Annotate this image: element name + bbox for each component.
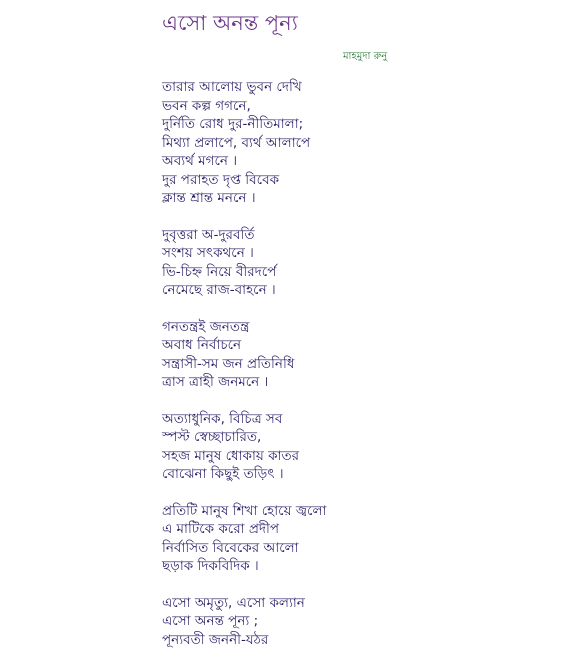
poem-body [162,78,562,667]
poem-line: অবাধ নির্বাচনে [162,337,242,353]
poem-line: দুবৃত্তরা অ-দুরবর্তি [162,226,255,243]
poem-line: এ মাটিকে করো প্রদীপ [162,521,280,537]
poem-line: পূন্যবতী জননী-যঠর [162,631,269,648]
poem-line: এসো অনন্ত পূন্য ; [162,613,259,629]
poem-title: এসো অনন্ত পূন্য [162,11,298,35]
stanza-1 [162,78,562,208]
poem-line: ভি-চিহ্ন নিয়ে বীরদর্পে [162,263,277,280]
poem-line: ছড়াক দিকবিদিক । [162,558,259,574]
poem-line: সংশয় সৎকথনে । [162,245,254,261]
poem-line: প্রতিটি মানুষ শিখা হোয়ে জ্বলো [162,502,327,519]
stanza-5 [162,502,562,576]
poem-line: সন্ত্রাসী-সম জন প্রতিনিধি [162,355,295,372]
poem-line: মিথ্যা প্রলাপে, ব্যর্থ আলাপে [162,134,311,151]
poem-line: দুর্নিতি রোধ দুর-নীতিমালা; [162,116,304,132]
poem-line: এসো অমৃত্যু, এসো কল্যান [162,594,305,611]
poem-line: সহজ মানুষ ধোকায় কাতর [162,447,300,464]
poem-line: নেমেছে রাজ-বাহনে । [162,282,276,298]
poem-line: অব্যর্থ মগনে । [162,153,238,169]
poem-line: তারার আলোয় ভুবন দেখি [162,79,302,95]
poem-line: নির্বাসিত বিবেকের আলো [162,539,299,556]
poem-line: বোঝেনা কিছুই তড়িৎ । [162,466,284,482]
poem-author: মাহমুদা রুনু [343,51,388,62]
poem-line: স্পস্ট স্বেচ্ছাচারিত, [162,429,262,445]
poem-line: ক্লান্ত শ্রান্ত মননে । [162,190,256,206]
stanza-2 [162,226,562,300]
poem-line: অত্যাধুনিক, বিচিত্র সব [162,410,283,427]
poem-line: ভবন কল্প গগনে, [162,97,251,114]
poem-line: দুর পরাহত দৃপ্ত বিবেক [162,171,280,188]
stanza-3 [162,318,562,392]
poem-line: ত্রাস ত্রাহী জনমনে । [162,374,269,390]
poem-line: গনতন্ত্রই জনতন্ত্র [162,318,250,335]
stanza-6 [162,594,562,650]
stanza-4 [162,410,562,484]
